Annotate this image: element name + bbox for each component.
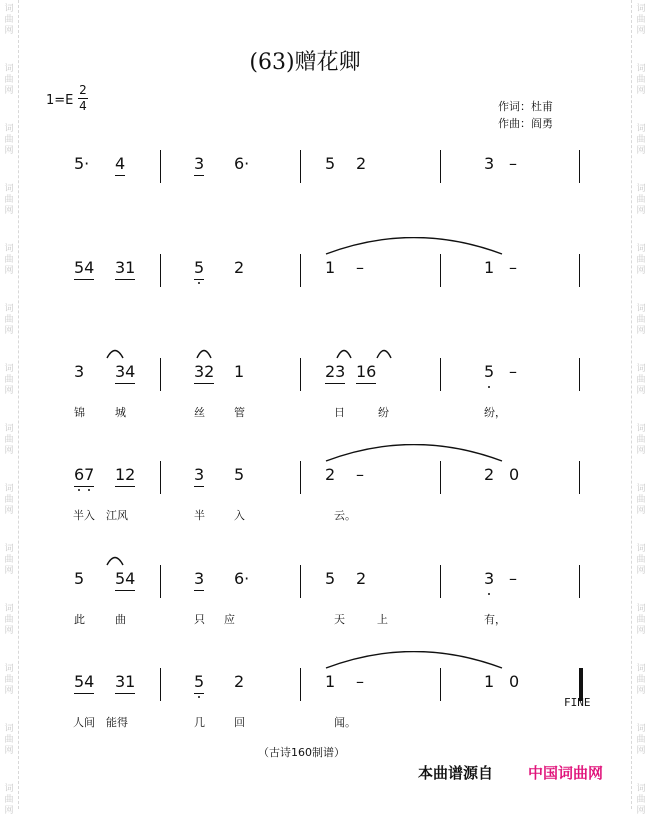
note: 12	[115, 465, 135, 487]
note: 3	[484, 569, 495, 588]
note: 3	[484, 154, 495, 173]
watermark-text: 词 曲 网	[4, 4, 14, 36]
barline	[160, 668, 161, 701]
watermark-text: 词 曲 网	[4, 124, 14, 156]
lyric: 日	[334, 406, 345, 419]
barline	[300, 150, 301, 183]
barline	[160, 461, 161, 494]
slur	[376, 349, 392, 359]
low-octave-dot	[78, 489, 80, 491]
watermark-text: 词 曲 网	[636, 784, 646, 816]
note: 5	[194, 258, 204, 280]
time-signature-top: 2	[79, 83, 87, 97]
composer-credit: 作曲：阎勇	[498, 117, 553, 130]
note: 2	[356, 569, 367, 588]
barline	[440, 668, 441, 701]
time-signature	[78, 84, 88, 113]
watermark-text: 词 曲 网	[4, 304, 14, 336]
watermark-text: 词 曲 网	[4, 64, 14, 96]
barline	[579, 254, 580, 287]
note: 34	[115, 362, 135, 384]
watermark-text: 词 曲 网	[636, 304, 646, 336]
slur	[325, 651, 503, 669]
low-octave-dot	[488, 386, 490, 388]
score-row	[0, 565, 650, 655]
watermark-text: 词 曲 网	[4, 184, 14, 216]
score-row	[0, 150, 650, 240]
note: 3	[74, 362, 85, 381]
lyric: 锦	[74, 406, 85, 419]
lyric: 丝	[194, 406, 205, 419]
note: 2	[234, 258, 245, 277]
watermark-text: 词 曲 网	[636, 424, 646, 456]
barline	[160, 254, 161, 287]
watermark-text: 词 曲 网	[636, 664, 646, 696]
note: 16	[356, 362, 376, 384]
note: –	[356, 465, 364, 484]
note: 32	[194, 362, 214, 384]
source-label: 本曲谱源自	[418, 764, 494, 782]
barline	[300, 254, 301, 287]
watermark-text: 词 曲 网	[636, 244, 646, 276]
note: –	[356, 672, 364, 691]
watermark-text: 词 曲 网	[4, 424, 14, 456]
watermark-text: 词 曲 网	[636, 124, 646, 156]
slur	[106, 349, 124, 359]
low-octave-dot	[488, 593, 490, 595]
note: –	[509, 154, 517, 173]
low-octave-dot	[198, 282, 200, 284]
watermark-text: 词 曲 网	[636, 604, 646, 636]
lyric: 人间	[73, 716, 95, 729]
watermark-text: 词 曲 网	[4, 724, 14, 756]
slur	[325, 237, 503, 255]
note: 1	[325, 672, 336, 691]
barline	[160, 150, 161, 183]
barline	[160, 358, 161, 391]
barline	[440, 565, 441, 598]
barline	[579, 150, 580, 183]
lyric: 上	[377, 613, 388, 626]
note: 1	[234, 362, 245, 381]
barline	[300, 668, 301, 701]
barline	[440, 254, 441, 287]
slur	[325, 444, 503, 462]
barline	[579, 461, 580, 494]
note: 2	[356, 154, 367, 173]
note: 0	[509, 465, 520, 484]
barline	[300, 358, 301, 391]
lyric: 江风	[106, 509, 128, 522]
watermark-text: 词 曲 网	[4, 544, 14, 576]
fine-mark: FINE	[564, 696, 591, 709]
low-octave-dot	[88, 489, 90, 491]
note: –	[509, 362, 517, 381]
watermark-text: 词 曲 网	[636, 484, 646, 516]
lyric: 半入	[73, 509, 95, 522]
score-row	[0, 254, 650, 344]
note: 54	[74, 258, 94, 280]
note: 2	[325, 465, 336, 484]
note: 6·	[234, 154, 250, 173]
note: 5	[325, 154, 336, 173]
watermark-text: 词 曲 网	[4, 784, 14, 816]
note: 5·	[74, 154, 90, 173]
barline	[300, 461, 301, 494]
watermark-text: 词 曲 网	[4, 244, 14, 276]
note: 5	[74, 569, 85, 588]
lyric: 能得	[106, 716, 128, 729]
note: –	[509, 258, 517, 277]
note: 54	[74, 672, 94, 694]
slur	[336, 349, 352, 359]
note: 67	[74, 465, 94, 487]
note: 4	[115, 154, 125, 176]
key-signature: 1=E	[46, 93, 74, 108]
watermark-text: 词 曲 网	[636, 184, 646, 216]
note: 5	[194, 672, 204, 694]
note: 3	[194, 154, 204, 176]
watermark-text: 词 曲 网	[636, 724, 646, 756]
watermark-text: 词 曲 网	[636, 4, 646, 36]
lyric: 闻。	[334, 716, 356, 729]
note: 0	[509, 672, 520, 691]
note: 23	[325, 362, 345, 384]
barline	[440, 150, 441, 183]
score-row	[0, 461, 650, 551]
note: 54	[115, 569, 135, 591]
site-label: 中国词曲网	[528, 764, 604, 782]
watermark-text: 词 曲 网	[4, 364, 14, 396]
note: 31	[115, 258, 135, 280]
footer-note: （古诗160制谱）	[258, 746, 345, 759]
low-octave-dot	[198, 696, 200, 698]
watermark-text: 词 曲 网	[4, 664, 14, 696]
note: 2	[234, 672, 245, 691]
lyric: 天	[334, 613, 345, 626]
score-row	[0, 358, 650, 448]
note: 1	[484, 672, 495, 691]
note: –	[356, 258, 364, 277]
watermark-text: 词 曲 网	[636, 64, 646, 96]
note: 3	[194, 569, 204, 591]
lyric: 应	[224, 613, 235, 626]
barline	[579, 565, 580, 598]
lyric: 城	[115, 406, 126, 419]
lyric: 纷，	[484, 406, 506, 419]
slur	[106, 556, 124, 566]
note: 6·	[234, 569, 250, 588]
lyric: 只	[194, 613, 205, 626]
lyric: 回	[234, 716, 245, 729]
note: 5	[484, 362, 495, 381]
song-title: (63)赠花卿	[249, 50, 361, 75]
watermark-text: 词 曲 网	[636, 544, 646, 576]
watermark-text: 词 曲 网	[4, 484, 14, 516]
note: 2	[484, 465, 495, 484]
credits	[498, 98, 553, 132]
lyric: 纷	[378, 406, 389, 419]
note: 1	[325, 258, 336, 277]
barline	[300, 565, 301, 598]
lyricist-credit: 作词：杜甫	[498, 100, 553, 113]
time-signature-bottom: 4	[79, 99, 87, 113]
note: 31	[115, 672, 135, 694]
barline	[440, 358, 441, 391]
lyric: 管	[234, 406, 245, 419]
lyric: 有，	[484, 613, 506, 626]
lyric: 云。	[334, 509, 356, 522]
lyric: 此	[74, 613, 85, 626]
barline	[440, 461, 441, 494]
note: 5	[325, 569, 336, 588]
note: 1	[484, 258, 495, 277]
watermark-text: 词 曲 网	[636, 364, 646, 396]
barline	[160, 565, 161, 598]
note: 3	[194, 465, 204, 487]
lyric: 入	[234, 509, 245, 522]
lyric: 半	[194, 509, 205, 522]
lyric: 几	[194, 716, 205, 729]
slur	[196, 349, 212, 359]
note: –	[509, 569, 517, 588]
lyric: 曲	[115, 613, 126, 626]
barline	[579, 358, 580, 391]
note: 5	[234, 465, 245, 484]
watermark-text: 词 曲 网	[4, 604, 14, 636]
